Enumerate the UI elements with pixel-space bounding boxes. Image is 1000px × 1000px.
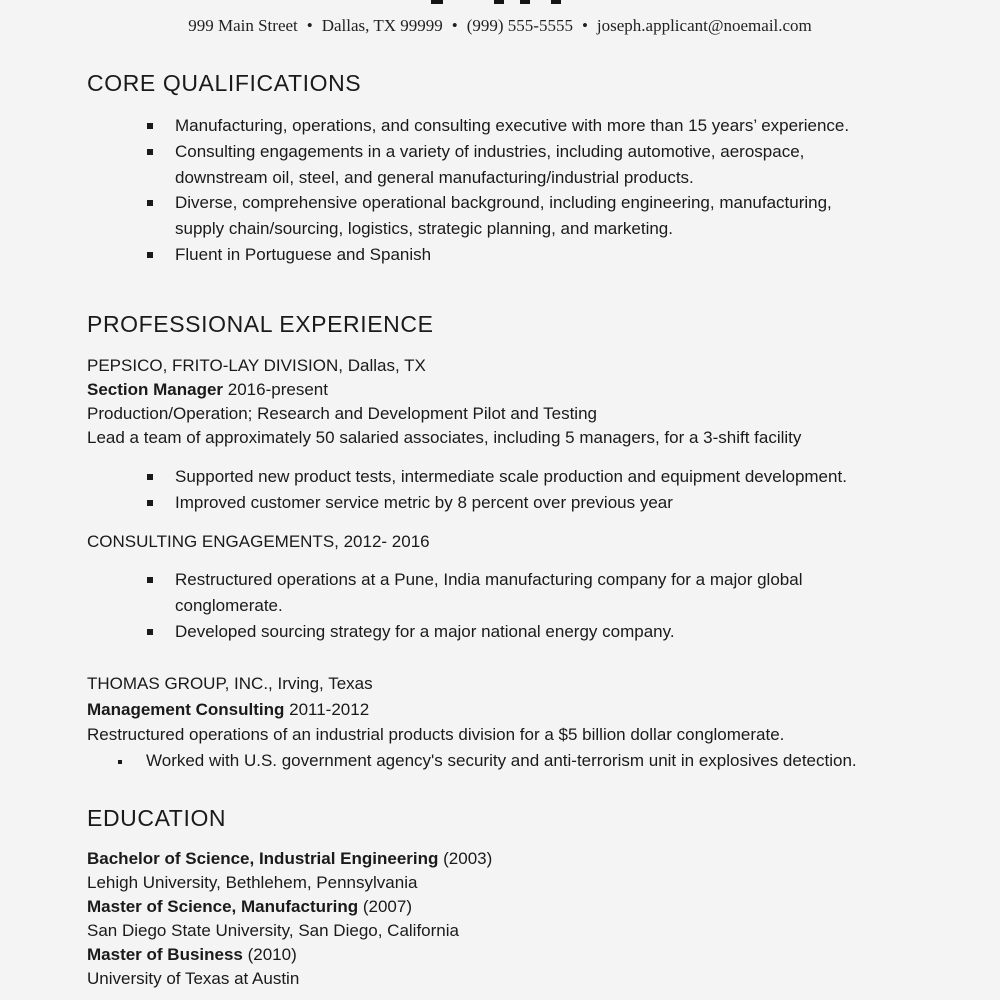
pepsico-job-title: Section Manager	[87, 380, 224, 399]
core-qualifications-heading: CORE QUALIFICATIONS	[87, 70, 362, 96]
name-heading-fragment	[494, 0, 504, 4]
name-heading-fragment	[551, 0, 561, 4]
degree-year: (2010)	[242, 945, 297, 964]
contact-separator: •	[581, 16, 588, 35]
bullet-marker	[147, 577, 153, 583]
core-bullet-2-line-1: Consulting engagements in a variety of industries, including automotive, aerospace,	[175, 142, 805, 161]
school-line-3: University of Texas at Austin	[87, 969, 300, 988]
degree-name: Bachelor of Science, Industrial Engineering	[87, 849, 439, 868]
thomas-summary: Restructured operations of an industrial products division for a $5 billion dollar conglomerate.	[87, 725, 785, 744]
contact-separator: •	[451, 16, 458, 35]
consulting-bullet-1-line-1: Restructured operations at a Pune, India manufacturing company for a major global	[175, 570, 803, 589]
school-line-1: Lehigh University, Bethlehem, Pennsylvania	[87, 873, 418, 892]
consulting-bullet-1-line-2: conglomerate.	[175, 596, 283, 615]
degree-line-2	[87, 897, 412, 917]
thomas-dates: 2011-2012	[284, 700, 370, 719]
thomas-bullet-1: Worked with U.S. government agency's security and anti-terrorism unit in explosives detection.	[146, 751, 857, 770]
bullet-marker	[118, 760, 122, 764]
thomas-company: THOMAS GROUP, INC., Irving, Texas	[87, 674, 373, 693]
degree-line-3	[87, 945, 297, 965]
bullet-marker	[147, 252, 153, 258]
degree-name: Master of Business	[87, 945, 243, 964]
bullet-marker	[147, 149, 153, 155]
core-bullet-3-line-1: Diverse, comprehensive operational background, including engineering, manufacturing,	[175, 193, 832, 212]
core-bullet-2-line-2: downstream oil, steel, and general manufacturing/industrial products.	[175, 168, 694, 187]
pepsico-company: PEPSICO, FRITO-LAY DIVISION, Dallas, TX	[87, 356, 426, 375]
pepsico-dates: 2016-present	[223, 380, 328, 399]
pepsico-title-line	[87, 380, 328, 400]
bullet-marker	[147, 123, 153, 129]
contact-line	[0, 16, 1000, 36]
pepsico-bullet-2: Improved customer service metric by 8 percent over previous year	[175, 493, 673, 512]
pepsico-area: Production/Operation; Research and Development Pilot and Testing	[87, 404, 597, 423]
bullet-marker	[147, 629, 153, 635]
degree-name: Master of Science, Manufacturing	[87, 897, 359, 916]
contact-email[interactable]: joseph.applicant@noemail.com	[596, 16, 812, 35]
name-heading-fragment	[520, 0, 530, 4]
pepsico-summary: Lead a team of approximately 50 salaried associates, including 5 managers, for a 3-shift facility	[87, 428, 802, 447]
core-bullet-4: Fluent in Portuguese and Spanish	[175, 245, 432, 264]
bullet-marker	[147, 500, 153, 506]
education-heading: EDUCATION	[87, 805, 227, 831]
degree-year: (2003)	[438, 849, 493, 868]
core-bullet-1: Manufacturing, operations, and consulting executive with more than 15 years’ experience.	[175, 116, 850, 135]
core-bullet-3-line-2: supply chain/sourcing, logistics, strategic planning, and marketing.	[175, 219, 673, 238]
contact-city: Dallas, TX 99999	[321, 16, 443, 35]
consulting-bullet-2: Developed sourcing strategy for a major national energy company.	[175, 622, 675, 641]
thomas-title-line	[87, 700, 369, 720]
professional-experience-heading: PROFESSIONAL EXPERIENCE	[87, 311, 434, 337]
thomas-job-title: Management Consulting	[87, 700, 285, 719]
school-line-2: San Diego State University, San Diego, California	[87, 921, 459, 940]
bullet-marker	[147, 474, 153, 480]
bullet-marker	[147, 200, 153, 206]
name-heading-fragment	[431, 0, 443, 4]
contact-separator: •	[306, 16, 313, 35]
degree-line-1	[87, 849, 492, 869]
contact-phone: (999) 555-5555	[466, 16, 573, 35]
pepsico-bullet-1: Supported new product tests, intermediate scale production and equipment development.	[175, 467, 847, 486]
consulting-company: CONSULTING ENGAGEMENTS, 2012- 2016	[87, 532, 430, 551]
contact-address: 999 Main Street	[188, 16, 298, 35]
degree-year: (2007)	[358, 897, 412, 916]
